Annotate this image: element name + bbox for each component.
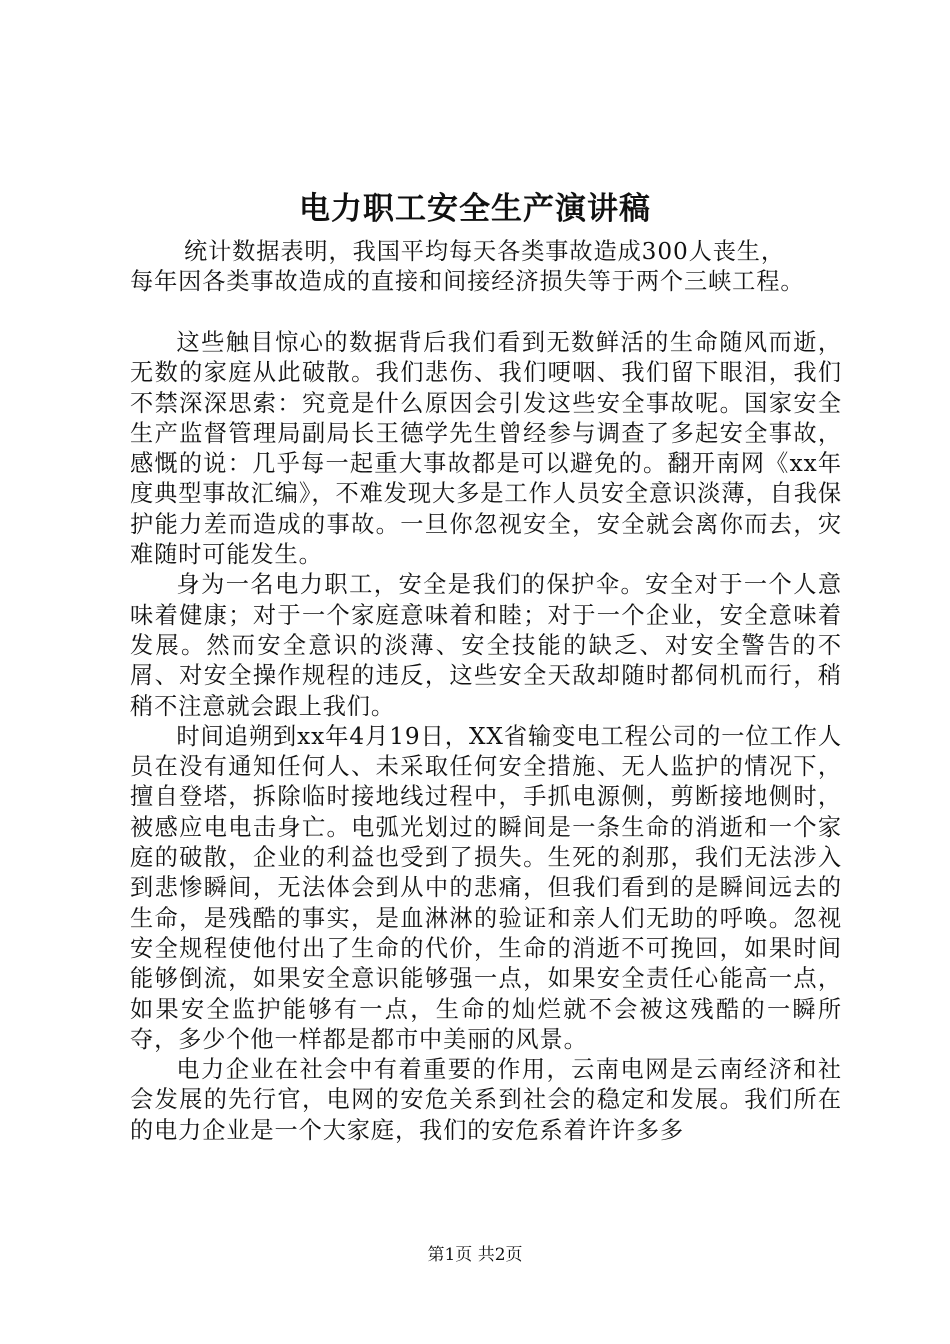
intro-line-1: 统计数据表明，我国平均每天各类事故造成300人丧生， — [184, 238, 785, 265]
paragraph-accident-case: 时间追朔到xx年4月19日，XX省输变电工程公司的一位工作人员在没有通知任何人、未采取任何安全措施、无人监护的情况下，擅自登塔，拆除临时接地线过程中，手抓电源侧，剪断接地侧时，被感应电电击身亡。电弧光划过的瞬间是一条生命的消逝和一个家庭的破散，企业的利益也受到了损失。生死的刹那，我们无法涉入到悲惨瞬间，无法体会到从中的悲痛，但我们看到的是瞬间远去的生命，是残酷的事实，是血淋淋的验证和亲人们无助的呼唤。忽视安全规程使他付出了生命的代价，生命的消逝不可挽回，如果时间能够倒流，如果安全意识能够强一点，如果安全责任心能高一点，如果安全监护能够有一点，生命的灿烂就不会被这残酷的一瞬所夺，多少个他一样都是都市中美丽的风景。 — [130, 722, 842, 1053]
intro-paragraph — [130, 237, 850, 298]
paragraph-data-behind: 这些触目惊心的数据背后我们看到无数鲜活的生命随风而逝，无数的家庭从此破散。我们悲伤、我们哽咽、我们留下眼泪，我们不禁深深思索：究竟是什么原因会引发这些安全事故呢。国家安全生产监督管理局副局长王德学先生曾经参与调查了多起安全事故，感慨的说：几乎每一起重大事故都是可以避免的。翻开南网《xx年度典型事故汇编》，不难发现大多是工作人员安全意识淡薄，自我保护能力差而造成的事故。一旦你忽视安全，安全就会离你而去，灾难随时可能发生。 — [130, 329, 842, 569]
intro-line-2: 每年因各类事故造成的直接和间接经济损失等于两个三峡工程。 — [130, 268, 805, 296]
paragraph-power-enterprise: 电力企业在社会中有着重要的作用，云南电网是云南经济和社会发展的先行官，电网的安危关系到社会的稳定和发展。我们所在的电力企业是一个大家庭，我们的安危系着许许多多 — [130, 1056, 842, 1144]
body-text — [130, 328, 842, 1146]
document-title: 电力职工安全生产演讲稿 — [299, 191, 651, 227]
page-footer: 第1页 共2页 — [427, 1245, 523, 1265]
paragraph-safety-umbrella: 身为一名电力职工，安全是我们的保护伞。安全对于一个人意味着健康；对于一个家庭意味着和睦；对于一个企业，安全意味着发展。然而安全意识的淡薄、安全技能的缺乏、对安全警告的不屑、对安全操作规程的违反，这些安全天敌却随时都伺机而行，稍稍不注意就会跟上我们。 — [130, 571, 842, 720]
